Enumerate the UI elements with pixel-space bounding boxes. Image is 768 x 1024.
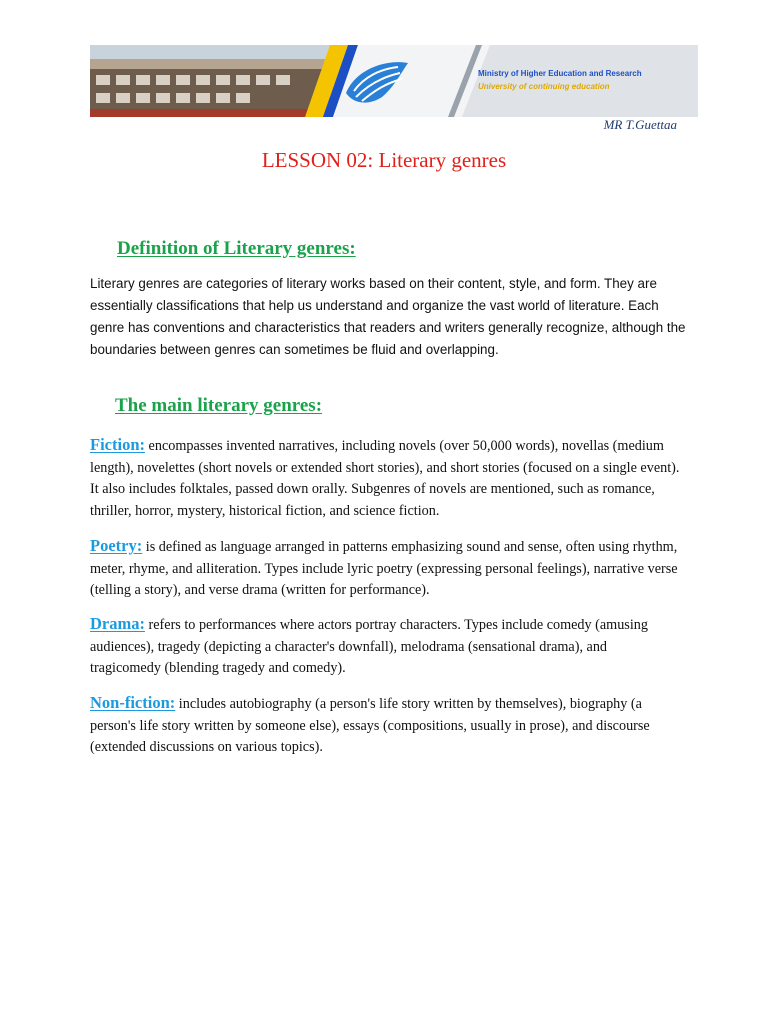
lesson-title: LESSON 02: Literary genres: [261, 148, 507, 172]
genre-term: Non-fiction:: [90, 693, 176, 712]
banner-graphic: [90, 45, 698, 117]
genre-term: Fiction:: [90, 435, 145, 454]
genre-description: encompasses invented narratives, including novels (over 50,000 words), novellas (medium length), novelettes (short novels or extended short stories), and short stories (focused on a single event). It also includes folktales, passed down orally. Subgenres of novels are mentioned, such as romance, thriller, horror, mystery, historical fiction, and science fiction.: [90, 438, 680, 519]
genre-drama: [90, 613, 680, 680]
header-banner: [90, 45, 698, 117]
definition-paragraph: Literary genres are categories of literary works based on their content, style, and form. They are essentially classifications that help us understand and organize the vast world of literature. Each genre has conventions and characteristics that readers and writers generally recognize, although the boundaries between genres can sometimes be fluid and overlapping.: [90, 276, 686, 357]
main-genres-heading: The main literary genres:: [115, 395, 323, 416]
genre-non-fiction: [90, 692, 680, 759]
definition-heading: Definition of Literary genres:: [117, 238, 356, 259]
genre-fiction: [90, 434, 680, 522]
author-name: MR T.Guettaa: [603, 117, 677, 132]
genre-description: includes autobiography (a person's life story written by themselves), biography (a person's life story written by someone else), essays (compositions, usually in prose), and discourse (extended discussions on various topics).: [90, 696, 650, 755]
banner-university-text: University of continuing education: [478, 82, 610, 91]
genre-poetry: [90, 535, 680, 602]
genre-description: refers to performances where actors portray characters. Types include comedy (amusing audiences), tragedy (depicting a character's downfall), melodrama (sensational drama), and tragicomedy (blending tragedy and comedy).: [90, 617, 648, 676]
genre-term: Drama:: [90, 614, 145, 633]
genre-term: Poetry:: [90, 536, 143, 555]
genre-description: is defined as language arranged in patterns emphasizing sound and sense, often using rhythm, meter, rhyme, and alliteration. Types include lyric poetry (expressing personal feelings), narrative verse (telling a story), and verse drama (written for performance).: [90, 539, 678, 598]
banner-ministry-text: Ministry of Higher Education and Research: [478, 69, 642, 78]
